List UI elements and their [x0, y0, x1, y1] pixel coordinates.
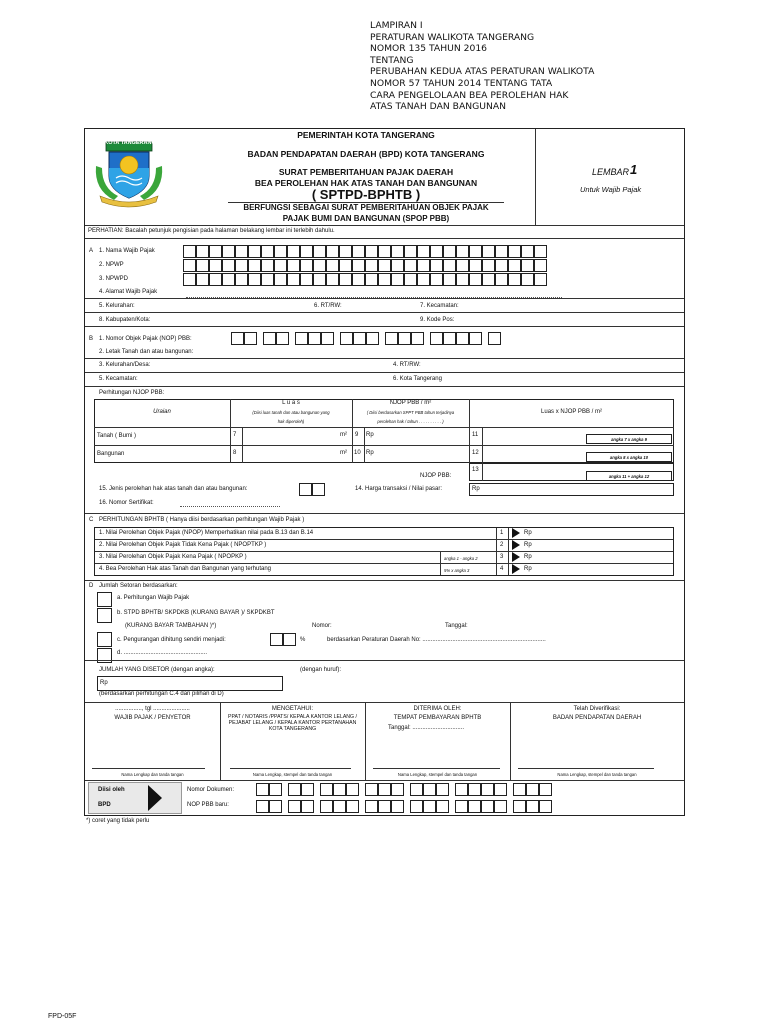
char-cell-npwpd[interactable] [313, 273, 326, 286]
col-luas: L u a s [282, 400, 300, 406]
sign-verifikasi: Telah Diverifikasi: [573, 706, 621, 712]
char-cell-nop[interactable] [443, 332, 456, 345]
char-cell-npwp[interactable] [417, 259, 430, 272]
char-cell-nomor-dokumen[interactable] [436, 783, 449, 796]
calc-note: angka 8 x angka 10 [609, 455, 649, 460]
divider [85, 513, 684, 514]
label-nama-wajib-pajak: 1. Nama Wajib Pajak [99, 248, 155, 254]
char-cell-nama[interactable] [300, 245, 313, 258]
char-cell-npwp[interactable] [482, 259, 495, 272]
char-cell-npwp[interactable] [495, 259, 508, 272]
lembar-label: LEMBAR [592, 167, 630, 177]
label-kota: 6. Kota Tangerang [393, 376, 442, 382]
char-cell-nama[interactable] [495, 245, 508, 258]
divider [364, 427, 365, 463]
section-c-row-text: 2. Nilai Perolehan Objek Pajak Tidak Kena Pajak ( NPOPTKP ) [99, 542, 267, 548]
sign-caption: Nama Lengkap, stempel dan tanda tangan [557, 772, 637, 777]
form-title: ( SPTPD-BPHTB ) [311, 187, 421, 202]
char-cell-npwp[interactable] [209, 259, 222, 272]
signature-line[interactable] [230, 768, 351, 769]
unit-m2: m² [340, 432, 347, 438]
char-cell-nop-baru[interactable] [301, 800, 314, 813]
char-cell-nomor-dokumen[interactable] [346, 783, 359, 796]
label-perhitungan-njop: Perhitungan NJOP PBB: [99, 390, 165, 396]
char-cell-npwp[interactable] [261, 259, 274, 272]
char-cell-nama[interactable] [443, 245, 456, 258]
divider [242, 427, 243, 463]
label-kelurahan: 5. Kelurahan: [99, 303, 135, 309]
lembar-number: 1 [630, 162, 638, 177]
lampiran-line: ATAS TANAH DAN BANGUNAN [370, 101, 507, 113]
char-cell-npwpd[interactable] [300, 273, 313, 286]
char-cell-nama[interactable] [274, 245, 287, 258]
char-cell-npwpd[interactable] [209, 273, 222, 286]
char-cell-nop[interactable] [321, 332, 334, 345]
char-cell-nama[interactable] [456, 245, 469, 258]
char-cell-npwp[interactable] [196, 259, 209, 272]
input-persen-2[interactable] [283, 633, 296, 646]
char-cell-nama[interactable] [313, 245, 326, 258]
char-cell-npwp[interactable] [443, 259, 456, 272]
char-cell-npwp[interactable] [313, 259, 326, 272]
checkbox-b[interactable] [97, 608, 112, 623]
char-cell-npwpd[interactable] [417, 273, 430, 286]
char-cell-npwpd[interactable] [443, 273, 456, 286]
char-cell-nop[interactable] [366, 332, 379, 345]
label-nomor: Nomor: [312, 623, 332, 629]
section-c-row-number: 4 [500, 566, 504, 572]
col-luas-note: (Diisi luas tanah dan atau bangunan yang [252, 410, 330, 415]
char-cell-npwpd[interactable] [495, 273, 508, 286]
num-12: 12 [472, 450, 479, 456]
char-cell-nama[interactable] [417, 245, 430, 258]
char-cell-npwp[interactable] [248, 259, 261, 272]
char-cell-nama[interactable] [261, 245, 274, 258]
char-cell-nama[interactable] [196, 245, 209, 258]
col-njop-note: perolehan hak / tahun . . . . . . . . . . ) [377, 419, 444, 424]
char-cell-npwp[interactable] [222, 259, 235, 272]
label-npwp: 2. NPWP [99, 262, 124, 268]
char-cell-nop-baru[interactable] [346, 800, 359, 813]
divider [85, 238, 684, 239]
section-c-row-note: angka 1 - angka 2 [444, 556, 478, 561]
char-cell-npwpd[interactable] [508, 273, 521, 286]
char-cell-nop-baru[interactable] [256, 800, 269, 813]
char-cell-nomor-dokumen[interactable] [378, 783, 391, 796]
footnote: *) coret yang tidak perlu [86, 818, 150, 824]
char-cell-npwpd[interactable] [430, 273, 443, 286]
rp-label: Rp [524, 542, 532, 548]
label-nop-baru: NOP PBB baru: [187, 802, 229, 808]
perda-ref: berdasarkan Peraturan Daerah No: .......................................................................... [327, 637, 546, 643]
divider [85, 298, 684, 299]
label-npwpd: 3. NPWPD [99, 276, 129, 282]
char-cell-nama[interactable] [521, 245, 534, 258]
char-cell-npwp[interactable] [430, 259, 443, 272]
sign-caption: Nama Lengkap, stempel dan tanda tangan [252, 772, 333, 777]
char-cell-nop[interactable] [340, 332, 353, 345]
char-cell-npwp[interactable] [534, 259, 547, 272]
label-rtrw: 6. RT/RW: [314, 303, 342, 309]
lampiran-line: NOMOR 57 TAHUN 2014 TENTANG TATA [370, 77, 553, 89]
header-sub2: PAJAK BUMI DAN BANGUNAN (SPOP PBB) [282, 214, 450, 223]
char-cell-npwp[interactable] [378, 259, 391, 272]
divider [85, 780, 684, 781]
char-cell-npwpd[interactable] [521, 273, 534, 286]
char-cell-nop[interactable] [244, 332, 257, 345]
label-jenis-perolehan: 15. Jenis perolehan hak atas tanah dan atau bangunan: [99, 486, 248, 492]
char-cell-nama[interactable] [508, 245, 521, 258]
form-code: FPD-05F [48, 1013, 77, 1020]
char-cell-nop-baru[interactable] [288, 800, 301, 813]
label-kode-pos: 9. Kode Pos: [420, 317, 455, 323]
label-kecamatan: 7. Kecamatan: [420, 303, 459, 309]
divider [365, 702, 366, 780]
char-cell-npwpd[interactable] [287, 273, 300, 286]
sign-wajib-pajak-title: WAJIB PAJAK / PENYETOR [114, 715, 191, 721]
sign-ppat-title: PPAT / NOTARIS /PPATS/ KEPALA KANTOR LELANG / PEJABAT LELANG / KEPALA KANTOR PERTANAHAN KOTA TANGERANG [228, 714, 357, 732]
char-cell-npwpd[interactable] [274, 273, 287, 286]
char-cell-nama[interactable] [209, 245, 222, 258]
label-kabupaten: 8. Kabupaten/Kota: [99, 317, 151, 323]
char-cell-nomor-dokumen[interactable] [288, 783, 301, 796]
char-cell-npwpd[interactable] [235, 273, 248, 286]
divider [85, 372, 684, 373]
option-d: d. .................................................. [117, 650, 208, 656]
char-cell-nop[interactable] [430, 332, 443, 345]
char-cell-nama[interactable] [222, 245, 235, 258]
section-c-row-text: 1. Nilai Perolehan Objek Pajak (NPOP) Memperhatikan nilai pada B.13 dan B.14 [99, 530, 314, 536]
header-line3: SURAT PEMBERITAHUAN PAJAK DAERAH [278, 167, 454, 177]
label-nop: 1. Nomor Objek Pajak (NOP) PBB: [99, 336, 192, 342]
char-cell-npwp[interactable] [287, 259, 300, 272]
section-c-row-number: 2 [500, 542, 504, 548]
header-sub1: BERFUNGSI SEBAGAI SURAT PEMBERITAHUAN OBJEK PAJAK [243, 203, 489, 212]
char-cell-nop-baru[interactable] [513, 800, 526, 813]
char-cell-nop-baru[interactable] [391, 800, 404, 813]
char-cell-nop[interactable] [353, 332, 366, 345]
char-cell-nop[interactable] [385, 332, 398, 345]
char-cell-nomor-dokumen[interactable] [494, 783, 507, 796]
char-cell-nop-baru[interactable] [269, 800, 282, 813]
char-cell-nop[interactable] [276, 332, 289, 345]
char-cell-nop[interactable] [231, 332, 244, 345]
col-njop: NJOP PBB / m² [389, 400, 432, 406]
rp-label: Rp [100, 680, 108, 686]
char-cell-nop[interactable] [398, 332, 411, 345]
bpd-diisi-oleh: Diisi oleh [98, 787, 125, 793]
signature-line[interactable] [518, 768, 654, 769]
char-cell-nomor-dokumen[interactable] [410, 783, 423, 796]
char-cell-npwp[interactable] [235, 259, 248, 272]
char-cell-nop-baru[interactable] [494, 800, 507, 813]
char-cell-nomor-dokumen[interactable] [256, 783, 269, 796]
divider [85, 358, 684, 359]
input-nomor-sertifikat[interactable] [180, 506, 280, 507]
char-cell-nop-baru[interactable] [333, 800, 346, 813]
calc-note: angka 11 + angka 12 [608, 474, 650, 479]
char-cell-nama[interactable] [534, 245, 547, 258]
char-cell-npwp[interactable] [326, 259, 339, 272]
char-cell-nop[interactable] [308, 332, 321, 345]
label-tanggal: Tanggal: [445, 623, 468, 629]
char-cell-nomor-dokumen[interactable] [320, 783, 333, 796]
rp-label: Rp [524, 566, 532, 572]
char-cell-npwpd[interactable] [378, 273, 391, 286]
char-cell-nama[interactable] [339, 245, 352, 258]
option-b-detail: (KURANG BAYAR TAMBAHAN )*) [125, 623, 217, 629]
char-cell-nop[interactable] [469, 332, 482, 345]
char-cell-npwpd[interactable] [196, 273, 209, 286]
col-uraian: Uraian [153, 409, 171, 415]
char-cell-nop-baru[interactable] [526, 800, 539, 813]
input-jenis-perolehan-1[interactable] [299, 483, 312, 496]
section-a-label: A [89, 248, 94, 254]
char-cell-npwp[interactable] [183, 259, 196, 272]
input-jenis-perolehan-2[interactable] [312, 483, 325, 496]
char-cell-nomor-dokumen[interactable] [481, 783, 494, 796]
char-cell-npwpd[interactable] [456, 273, 469, 286]
char-cell-npwp[interactable] [391, 259, 404, 272]
lampiran-line: LAMPIRAN I [370, 20, 423, 31]
char-cell-nop-baru[interactable] [410, 800, 423, 813]
char-cell-nama[interactable] [391, 245, 404, 258]
char-cell-npwpd[interactable] [248, 273, 261, 286]
option-c: c. Pengurangan dihitung sendiri menjadi: [117, 637, 226, 643]
section-b-label: B [89, 336, 94, 342]
perhatian-note: PERHATIAN: Bacalah petunjuk pengisian pada halaman belakang lembar ini terlebih dahulu. [88, 228, 335, 234]
char-cell-nop[interactable] [411, 332, 424, 345]
sign-tempat-pembayaran: TEMPAT PEMBAYARAN BPHTB [393, 715, 482, 721]
label-nomor-sertifikat: 16. Nomor Sertifikat: [99, 500, 154, 506]
divider [482, 463, 483, 481]
header-line1: PEMERINTAH KOTA TANGERANG [297, 130, 435, 140]
char-cell-nop[interactable] [295, 332, 308, 345]
divider [85, 702, 684, 703]
char-cell-npwp[interactable] [300, 259, 313, 272]
rp-label: Rp [524, 530, 532, 536]
input-persen-1[interactable] [270, 633, 283, 646]
char-cell-nama[interactable] [326, 245, 339, 258]
section-c-row-number: 3 [500, 554, 504, 560]
section-c-title: PERHITUNGAN BPHTB ( Hanya diisi berdasarkan perhitungan Wajib Pajak ) [99, 517, 305, 523]
sign-mengetahui: MENGETAHUI: [271, 706, 314, 712]
num-8: 8 [233, 450, 237, 456]
lembar-for: Untuk Wajib Pajak [580, 185, 642, 194]
char-cell-nama[interactable] [430, 245, 443, 258]
divider [94, 445, 674, 446]
calc-note: angka 7 x angka 9 [611, 437, 647, 442]
char-cell-nop-baru[interactable] [378, 800, 391, 813]
char-cell-nomor-dokumen[interactable] [539, 783, 552, 796]
char-cell-nama[interactable] [404, 245, 417, 258]
sign-date: ................, tgl ...................... [115, 706, 190, 712]
char-cell-nop-baru[interactable] [436, 800, 449, 813]
char-cell-nomor-dokumen[interactable] [301, 783, 314, 796]
char-cell-npwpd[interactable] [183, 273, 196, 286]
char-cell-nomor-dokumen[interactable] [468, 783, 481, 796]
char-cell-npwp[interactable] [469, 259, 482, 272]
char-cell-npwpd[interactable] [326, 273, 339, 286]
char-cell-nomor-dokumen[interactable] [423, 783, 436, 796]
char-cell-nomor-dokumen[interactable] [333, 783, 346, 796]
char-cell-npwp[interactable] [352, 259, 365, 272]
char-cell-npwp[interactable] [365, 259, 378, 272]
divider [94, 427, 674, 428]
char-cell-nop-baru[interactable] [365, 800, 378, 813]
char-cell-npwp[interactable] [274, 259, 287, 272]
char-cell-npwpd[interactable] [365, 273, 378, 286]
sign-caption: Nama Lengkap, stempel dan tanda tangan [397, 772, 478, 777]
header-line2: BADAN PENDAPATAN DAERAH (BPD) KOTA TANGERANG [247, 149, 485, 159]
sign-diterima: DITERIMA OLEH: [413, 706, 462, 712]
char-cell-npwp[interactable] [456, 259, 469, 272]
char-cell-npwpd[interactable] [404, 273, 417, 286]
char-cell-npwpd[interactable] [339, 273, 352, 286]
char-cell-nama[interactable] [469, 245, 482, 258]
char-cell-nama[interactable] [235, 245, 248, 258]
divider [220, 702, 221, 780]
label-dengan-huruf: (dengan huruf): [300, 667, 342, 673]
label-kelurahan-desa: 3. Kelurahan/Desa: [99, 362, 151, 368]
char-cell-nop[interactable] [263, 332, 276, 345]
divider [535, 129, 536, 225]
char-cell-nama[interactable] [183, 245, 196, 258]
char-cell-nomor-dokumen[interactable] [455, 783, 468, 796]
char-cell-npwp[interactable] [339, 259, 352, 272]
signature-line[interactable] [92, 768, 205, 769]
char-cell-nomor-dokumen[interactable] [391, 783, 404, 796]
char-cell-nop-baru[interactable] [481, 800, 494, 813]
label-harga-transaksi: 14. Harga transaksi / Nilai pasar: [355, 486, 443, 492]
divider [85, 312, 684, 313]
char-cell-npwp[interactable] [508, 259, 521, 272]
section-c-row-note: 5% x angka 3 [444, 568, 470, 573]
logo-text: KOTA TANGERANG [104, 140, 156, 146]
rp-label: Rp [524, 554, 532, 560]
section-c-label: C [89, 517, 94, 523]
char-cell-nama[interactable] [365, 245, 378, 258]
lampiran-line: TENTANG [370, 54, 414, 66]
label-b-kecamatan: 5. Kecamatan: [99, 376, 138, 382]
char-cell-nomor-dokumen[interactable] [526, 783, 539, 796]
lampiran-line: PERATURAN WALIKOTA TANGERANG [370, 31, 535, 43]
section-c-table [94, 527, 674, 576]
percent-sign: % [300, 637, 306, 643]
char-cell-npwpd[interactable] [352, 273, 365, 286]
lampiran-line: NOMOR 135 TAHUN 2016 [370, 43, 488, 55]
char-cell-nop-baru[interactable] [455, 800, 468, 813]
rp-label: Rp [366, 450, 374, 456]
row-tanah: Tanah ( Bumi ) [97, 433, 137, 439]
rp-label: Rp [366, 432, 374, 438]
jumlah-basis: (berdasarkan perhitungan C.4 dan pilihan di D) [99, 691, 224, 697]
divider [85, 225, 684, 226]
col-luas-note: hak diperoleh) [277, 419, 305, 424]
char-cell-npwp[interactable] [521, 259, 534, 272]
char-cell-npwpd[interactable] [391, 273, 404, 286]
signature-line[interactable] [373, 768, 500, 769]
num-13: 13 [472, 467, 479, 473]
section-d-label: D [89, 583, 94, 589]
option-b: b. STPD BPHTB/ SKPDKB (KURANG BAYAR )/ SKPDKBT [117, 610, 275, 616]
row-bangunan: Bangunan [97, 451, 125, 457]
char-cell-npwpd[interactable] [482, 273, 495, 286]
section-c-row-text: 3. Nilai Perolehan Objek Pajak Kena Pajak ( NPOPKP ) [99, 554, 247, 560]
char-cell-nop[interactable] [488, 332, 501, 345]
divider [85, 386, 684, 387]
char-cell-nomor-dokumen[interactable] [269, 783, 282, 796]
char-cell-nop-baru[interactable] [468, 800, 481, 813]
char-cell-npwpd[interactable] [222, 273, 235, 286]
input-harga-transaksi[interactable] [469, 483, 674, 496]
header-line4: BEA PEROLEHAN HAK ATAS TANAH DAN BANGUNAN [254, 178, 478, 188]
char-cell-npwpd[interactable] [261, 273, 274, 286]
sign-caption: Nama Lengkap dan tanda tangan [121, 772, 184, 777]
checkbox-c[interactable] [97, 632, 112, 647]
col-njop-note: ( Diisi berdasarkan SPPT PBB tahun terjadinya [366, 410, 455, 415]
char-cell-npwpd[interactable] [469, 273, 482, 286]
divider [85, 660, 684, 661]
section-c-row-text: 4. Bea Perolehan Hak atas Tanah dan Bangunan yang terhutang [99, 566, 272, 572]
checkbox-a[interactable] [97, 592, 112, 607]
input-jumlah-disetor[interactable] [97, 676, 283, 691]
char-cell-nama[interactable] [482, 245, 495, 258]
num-7: 7 [233, 432, 237, 438]
rp-label: Rp [472, 486, 480, 492]
char-cell-nama[interactable] [287, 245, 300, 258]
char-cell-nomor-dokumen[interactable] [513, 783, 526, 796]
char-cell-nop-baru[interactable] [320, 800, 333, 813]
city-logo [92, 138, 166, 208]
char-cell-npwpd[interactable] [534, 273, 547, 286]
char-cell-nomor-dokumen[interactable] [365, 783, 378, 796]
option-a: a. Perhitungan Wajib Pajak [117, 595, 190, 601]
section-d-title: Jumlah Setoran berdasarkan: [99, 583, 178, 589]
char-cell-nop[interactable] [456, 332, 469, 345]
char-cell-nama[interactable] [378, 245, 391, 258]
char-cell-nama[interactable] [248, 245, 261, 258]
char-cell-npwp[interactable] [404, 259, 417, 272]
col-luas-x-njop: Luas x NJOP PBB / m² [541, 409, 602, 415]
sign-tanggal: Tanggal: ............................... [388, 725, 465, 731]
label-alamat: 4. Alamat Wajib Pajak [99, 289, 158, 295]
label-b-rtrw: 4. RT/RW: [393, 362, 421, 368]
divider [85, 326, 684, 327]
arrow-right-icon [148, 785, 162, 811]
char-cell-nama[interactable] [352, 245, 365, 258]
lampiran-line: PERUBAHAN KEDUA ATAS PERATURAN WALIKOTA [370, 66, 595, 78]
sign-bpd-title: BADAN PENDAPATAN DAERAH [552, 715, 642, 721]
label-jumlah-disetor: JUMLAH YANG DISETOR (dengan angka): [99, 667, 215, 673]
section-c-row-number: 1 [500, 530, 504, 536]
char-cell-nop-baru[interactable] [539, 800, 552, 813]
label-nomor-dokumen: Nomor Dokumen: [187, 787, 235, 793]
lampiran-block [370, 20, 594, 113]
unit-m2: m² [340, 450, 347, 456]
bpd-label: BPD [98, 802, 111, 808]
lampiran-line: CARA PENGELOLAAN BEA PEROLEHAN HAK [370, 89, 569, 101]
num-9: 9 [355, 432, 359, 438]
divider [85, 580, 684, 581]
label-letak-tanah: 2. Letak Tanah dan atau bangunan: [99, 349, 194, 355]
num-11: 11 [472, 432, 479, 438]
char-cell-nop-baru[interactable] [423, 800, 436, 813]
label-njop-pbb: NJOP PBB: [420, 473, 452, 479]
num-10: 10 [354, 450, 361, 456]
divider [510, 702, 511, 780]
